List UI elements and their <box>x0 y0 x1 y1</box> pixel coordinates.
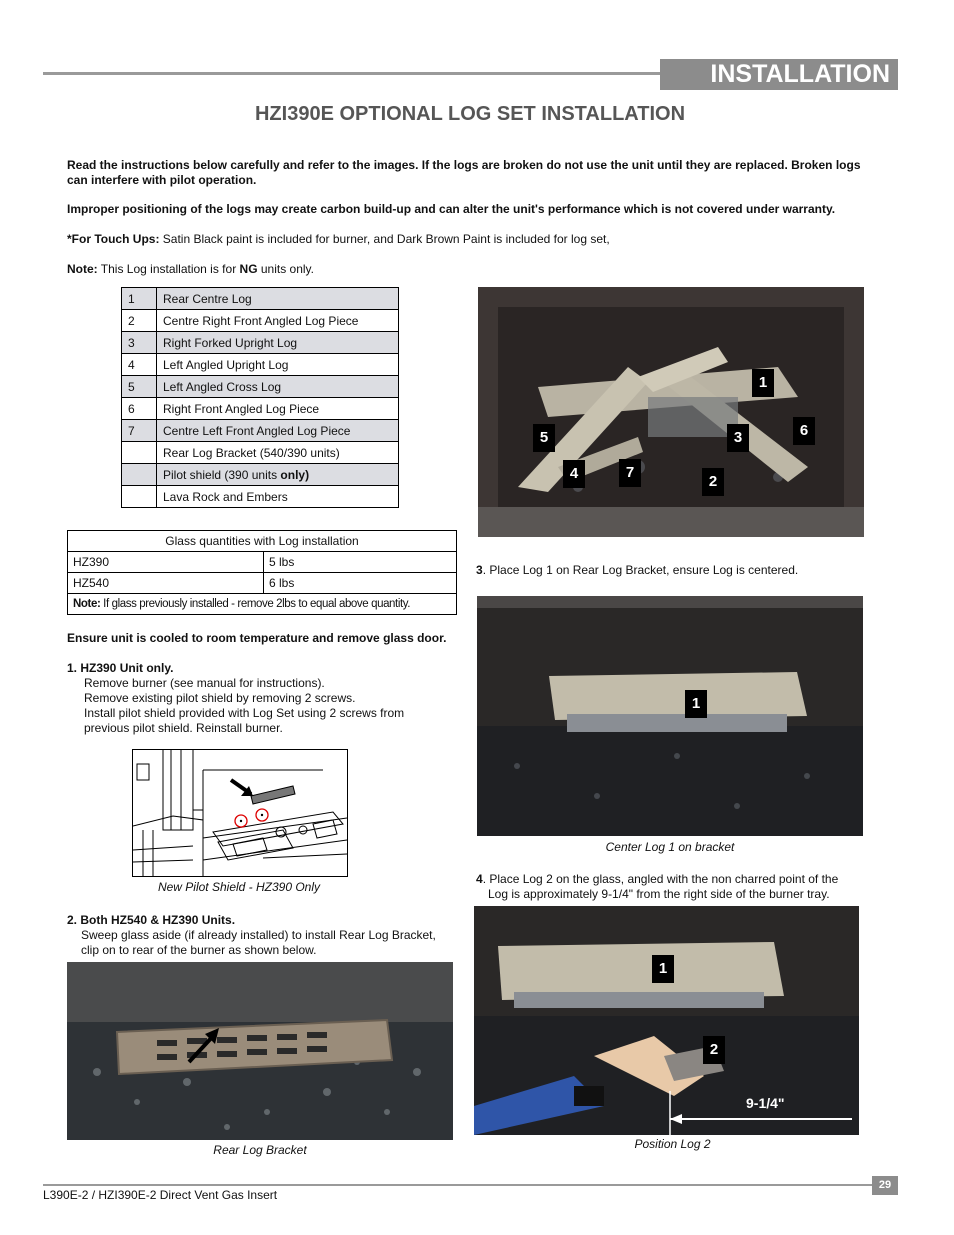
note-text: This Log installation is for <box>97 262 240 276</box>
measurement-label: 9-1/4" <box>746 1095 785 1111</box>
table-row <box>122 464 399 486</box>
legend-label: Centre Left Front Angled Log Piece <box>157 420 399 442</box>
step-3-text <box>476 563 798 578</box>
footer-document-name: L390E-2 / HZI390E-2 Direct Vent Gas Insert <box>43 1188 278 1202</box>
rear-log-bracket-caption: Rear Log Bracket <box>213 1143 307 1157</box>
legend-label: Left Angled Cross Log <box>157 376 399 398</box>
position-log-photo <box>474 906 859 1135</box>
pilot-shield-drawing <box>132 749 348 877</box>
position-log-caption: Position Log 2 <box>634 1137 711 1151</box>
glass-qty: 6 lbs <box>264 573 457 594</box>
legend-num: 6 <box>122 398 157 420</box>
legend-label <box>157 464 399 486</box>
step-1-line: previous pilot shield. Reinstall burner. <box>84 721 283 735</box>
touch-ups-text: Satin Black paint is included for burner, and Dark Brown Paint is included for log set, <box>159 232 610 246</box>
legend-label: Lava Rock and Embers <box>157 486 399 508</box>
table-row <box>122 486 399 508</box>
intro-paragraph-1: Read the instructions below carefully and refer to the images. If the logs are broken do not use the unit until they are replaced. Broken logs can interfere with pilot operation. <box>67 158 861 187</box>
step-4-num: 4 <box>476 872 483 886</box>
log-tag-6: 6 <box>793 417 815 445</box>
step-1-title: 1. HZ390 Unit only. <box>67 661 174 675</box>
step-2 <box>67 913 467 958</box>
log-tag-7: 7 <box>619 459 641 487</box>
log-tag-2: 2 <box>702 468 724 496</box>
log-tag-5: 5 <box>533 424 555 452</box>
note-label: Note: <box>67 262 98 276</box>
table-row <box>122 398 399 420</box>
legend-label-text: Pilot shield (390 units <box>163 467 281 482</box>
position-log-tag-1: 1 <box>652 955 674 983</box>
legend-num <box>122 486 157 508</box>
legend-num: 2 <box>122 310 157 332</box>
legend-num: 5 <box>122 376 157 398</box>
center-log-caption: Center Log 1 on bracket <box>605 840 735 854</box>
rear-log-bracket-image <box>67 962 453 1140</box>
log-tag-4: 4 <box>563 460 585 488</box>
table-row <box>122 332 399 354</box>
legend-num: 7 <box>122 420 157 442</box>
table-row <box>122 354 399 376</box>
page-number: 29 <box>872 1176 898 1195</box>
table-row <box>122 442 399 464</box>
table-row <box>68 531 457 552</box>
note-line <box>67 262 877 277</box>
table-row <box>122 310 399 332</box>
legend-label: Right Forked Upright Log <box>157 332 399 354</box>
table-row <box>68 573 457 594</box>
glass-note-label: Note: <box>73 598 101 610</box>
log-tag-1: 1 <box>752 369 774 397</box>
rear-log-bracket-photo <box>67 962 453 1140</box>
glass-note-text: If glass previously installed - remove 2lbs to equal above quantity. <box>100 598 411 610</box>
note-text-end: units only. <box>257 262 315 276</box>
glass-quantities-table <box>67 530 457 615</box>
step-3-num: 3 <box>476 563 483 577</box>
touch-ups-label: *For Touch Ups: <box>67 232 160 246</box>
glass-note <box>68 594 457 615</box>
log-set-photo <box>478 287 864 537</box>
table-row <box>68 594 457 615</box>
step-1-line: Install pilot shield provided with Log Set using 2 screws from <box>84 706 405 720</box>
step-4-line: Log is approximately 9-1/4" from the right side of the burner tray. <box>488 887 830 901</box>
center-log-image <box>477 596 863 836</box>
page-title: HZI390E OPTIONAL LOG SET INSTALLATION <box>254 103 686 125</box>
legend-label: Right Front Angled Log Piece <box>157 398 399 420</box>
step-2-line: Sweep glass aside (if already installed) to install Rear Log Bracket, <box>81 928 436 942</box>
intro-paragraph-2: Improper positioning of the logs may create carbon build-up and can alter the unit's performance which is not covered under warranty. <box>67 202 836 216</box>
legend-num <box>122 464 157 486</box>
step-3-body: . Place Log 1 on Rear Log Bracket, ensure Log is centered. <box>482 563 799 577</box>
log-legend-table <box>121 287 399 508</box>
glass-model: HZ540 <box>68 573 264 594</box>
legend-num: 1 <box>122 288 157 310</box>
table-row <box>122 376 399 398</box>
table-row <box>122 288 399 310</box>
note-ng: NG <box>239 262 258 276</box>
glass-qty: 5 lbs <box>264 552 457 573</box>
step-1-line: Remove existing pilot shield by removing 2 screws. <box>84 691 356 705</box>
legend-num: 3 <box>122 332 157 354</box>
step-1 <box>67 661 467 736</box>
legend-num: 4 <box>122 354 157 376</box>
position-log-tag-2: 2 <box>703 1036 725 1064</box>
cooled-instruction: Ensure unit is cooled to room temperature and remove glass door. <box>67 631 447 645</box>
center-log-tag-1: 1 <box>685 690 707 718</box>
center-log-photo <box>477 596 863 836</box>
log-set-image <box>478 287 864 537</box>
step-2-line: clip on to rear of the burner as shown below. <box>81 943 317 957</box>
pilot-shield-caption: New Pilot Shield - HZ390 Only <box>157 880 321 894</box>
legend-label: Rear Centre Log <box>157 288 399 310</box>
pilot-shield-illustration <box>133 750 347 876</box>
glass-model: HZ390 <box>68 552 264 573</box>
legend-label-bold: only) <box>280 467 310 482</box>
legend-num <box>122 442 157 464</box>
step-1-line: Remove burner (see manual for instructions). <box>84 676 325 690</box>
table-row <box>68 552 457 573</box>
glass-table-header: Glass quantities with Log installation <box>68 531 457 552</box>
legend-label: Left Angled Upright Log <box>157 354 399 376</box>
footer-rule <box>43 1184 873 1186</box>
legend-label: Rear Log Bracket (540/390 units) <box>157 442 399 464</box>
section-header: INSTALLATION <box>660 59 898 90</box>
touch-ups-line <box>67 232 877 247</box>
legend-label: Centre Right Front Angled Log Piece <box>157 310 399 332</box>
step-4-text <box>476 872 876 902</box>
table-row <box>122 420 399 442</box>
log-tag-3: 3 <box>727 424 749 452</box>
position-log-image <box>474 906 859 1135</box>
step-2-title: 2. Both HZ540 & HZ390 Units. <box>67 913 236 927</box>
step-4-line: . Place Log 2 on the glass, angled with the non charred point of the <box>482 872 839 886</box>
header-rule <box>43 72 663 75</box>
